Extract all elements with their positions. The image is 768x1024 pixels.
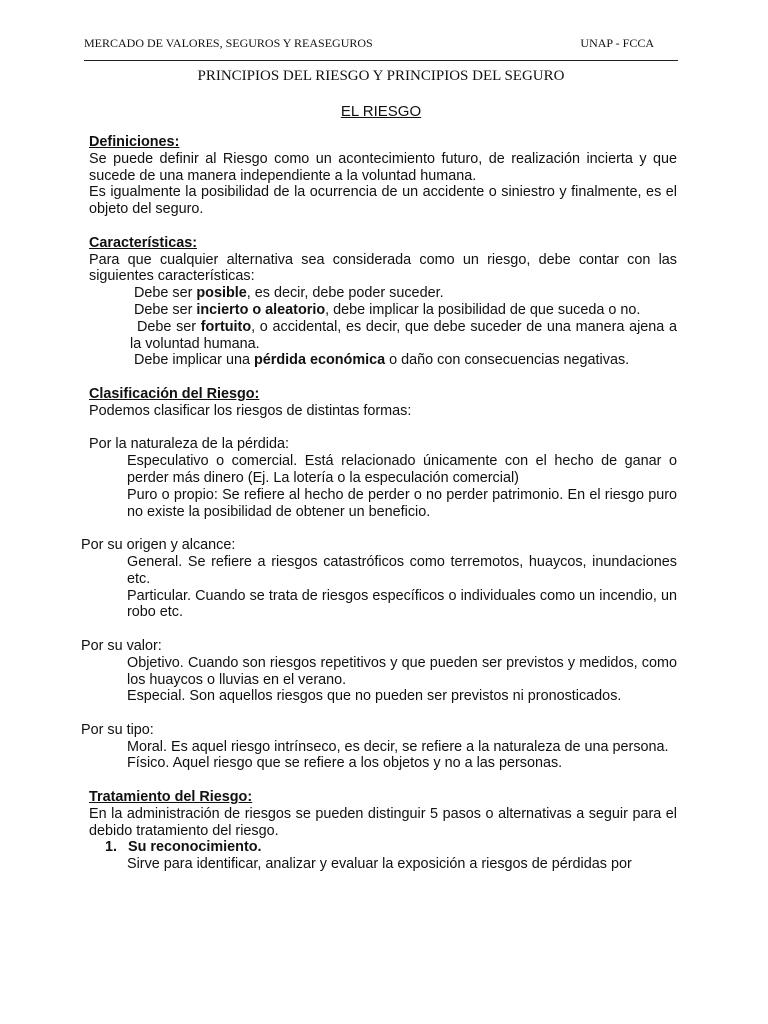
caracteristicas-heading: Características: [89, 234, 197, 251]
group-item: Puro o propio: Se refiere al hecho de perder o no perder patrimonio. En el riesgo puro no existe la posibilidad de obtener un beneficio. [127, 486, 677, 520]
definiciones-heading: Definiciones: [89, 134, 180, 150]
group-item: Físico. Aquel riesgo que se refiere a los objetos y no a las personas. [127, 755, 563, 772]
step-1-text: Sirve para identificar, analizar y evaluar la exposición a riesgos de pérdidas por [127, 856, 632, 873]
caracteristica-item: Debe ser fortuito, o accidental, es decir, que debe suceder de una manera ajena a la voluntad humana. [130, 318, 677, 352]
definiciones-p1: Se puede definir al Riesgo como un acontecimiento futuro, de realización incierta y que sucede de una manera independiente a la voluntad humana. [89, 150, 677, 184]
caracteristica-item: Debe ser posible, es decir, debe poder suceder. [134, 285, 444, 302]
tratamiento-heading: Tratamiento del Riesgo: [89, 789, 253, 806]
clasificacion-heading: Clasificación del Riesgo: [89, 385, 260, 402]
caracteristicas-intro: Para que cualquier alternativa sea considerada como un riesgo, debe contar con las siguientes características: [89, 251, 677, 285]
clasificacion-intro: Podemos clasificar los riesgos de distintas formas: [89, 402, 412, 419]
group-label-origen: Por su origen y alcance: [81, 537, 236, 554]
header-rule [84, 60, 678, 61]
group-label-valor: Por su valor: [81, 637, 162, 654]
step-1: 1. Su reconocimiento. [105, 839, 262, 856]
group-item: Objetivo. Cuando son riesgos repetitivos y que pueden ser previstos y medidos, como los huaycos o lluvias en el verano. [127, 654, 677, 688]
group-item: Especial. Son aquellos riesgos que no pueden ser previstos ni pronosticados. [127, 688, 622, 705]
page-header [84, 36, 678, 51]
section-title: EL RIESGO [340, 103, 422, 120]
tratamiento-intro: En la administración de riesgos se pueden distinguir 5 pasos o alternativas a seguir para el debido tratamiento del riesgo. [89, 805, 677, 839]
definiciones-p2: Es igualmente la posibilidad de la ocurrencia de un accidente o siniestro y finalmente, es el objeto del seguro. [89, 184, 677, 218]
document-body [81, 134, 677, 873]
step-1-title: Su reconocimiento. [128, 839, 262, 856]
group-item: General. Se refiere a riesgos catastróficos como terremotos, huaycos, inundaciones etc. [127, 553, 677, 587]
header-course: MERCADO DE VALORES, SEGUROS Y REASEGUROS [84, 36, 373, 50]
group-label-tipo: Por su tipo: [81, 721, 154, 738]
header-institution: UNAP - FCCA [580, 36, 654, 50]
document-title: PRINCIPIOS DEL RIESGO Y PRINCIPIOS DEL SEGURO [197, 68, 565, 84]
group-item: Especulativo o comercial. Está relacionado únicamente con el hecho de ganar o perder más dinero (Ej. La lotería o la especulación comercial) [127, 453, 677, 486]
caracteristica-item: Debe ser incierto o aleatorio, debe implicar la posibilidad de que suceda o no. [134, 301, 641, 318]
group-item: Particular. Cuando se trata de riesgos específicos o individuales como un incendio, un robo etc. [127, 587, 677, 621]
caracteristica-item: Debe implicar una pérdida económica o daño con consecuencias negativas. [134, 352, 630, 369]
group-item: Moral. Es aquel riesgo intrínseco, es decir, se refiere a la naturaleza de una persona. [127, 738, 669, 755]
group-label-naturaleza: Por la naturaleza de la pérdida: [89, 436, 290, 453]
